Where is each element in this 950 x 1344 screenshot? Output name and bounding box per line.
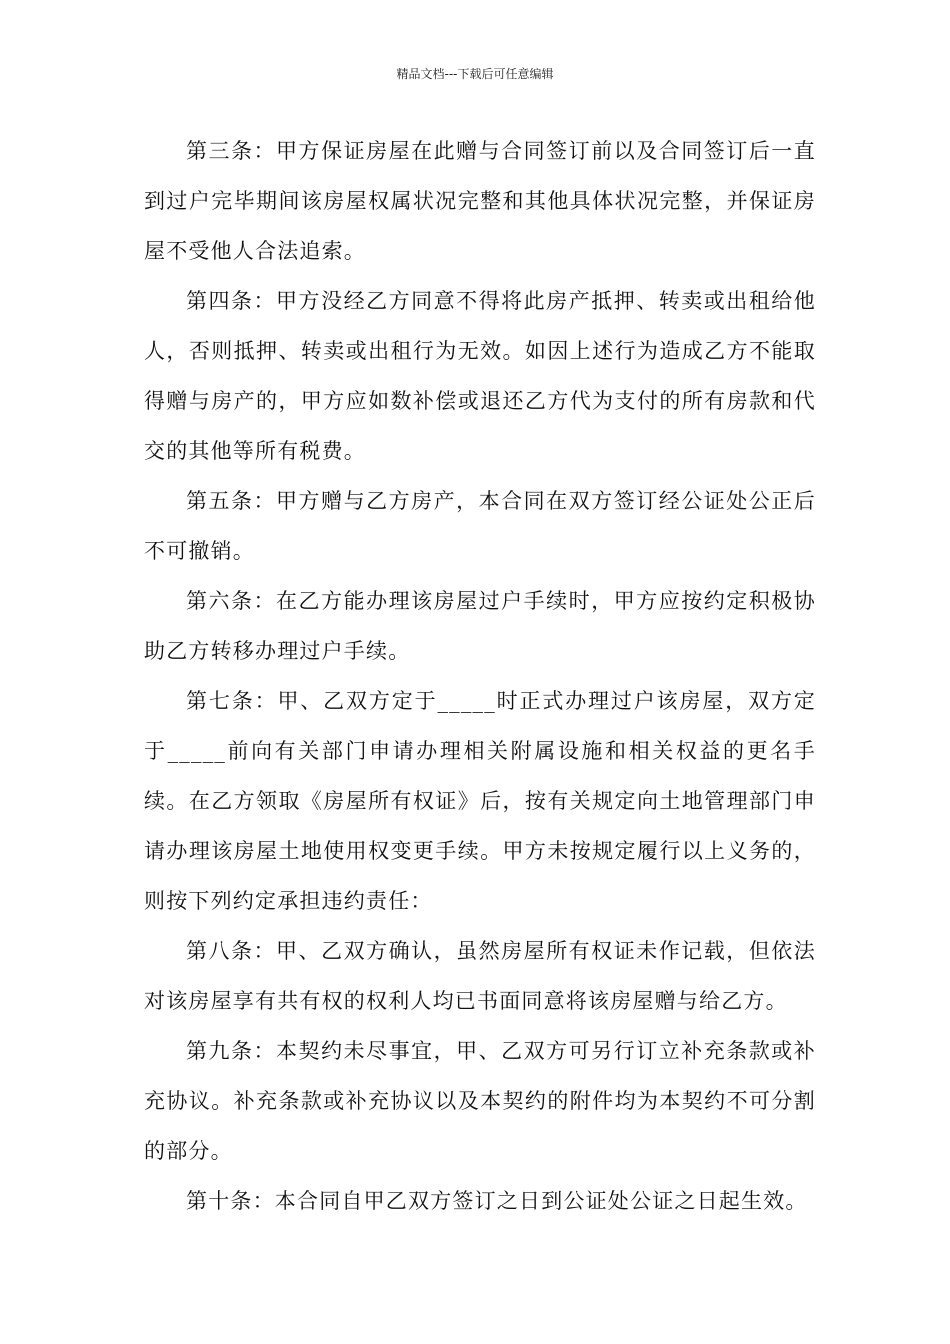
document-body (144, 126, 816, 1226)
clause-7: 第七条：甲、乙双方定于_____时正式办理过户该房屋，双方定于_____前向有关部门申请办理相关附属设施和相关权益的更名手续。在乙方领取《房屋所有权证》后，按有关规定向土地管理部门申请办理该房屋土地使用权变更手续。甲方未按规定履行以上义务的，则按下列约定承担违约责任： (144, 689, 816, 913)
clause-6: 第六条：在乙方能办理该房屋过户手续时，甲方应按约定积极协助乙方转移办理过户手续。 (144, 589, 816, 663)
clause-10: 第十条：本合同自甲乙双方签订之日到公证处公证之日起生效。 (186, 1189, 808, 1213)
clause-9: 第九条：本契约未尽事宜，甲、乙双方可另行订立补充条款或补充协议。补充条款或补充协议以及本契约的附件均为本契约不可分割的部分。 (144, 1039, 816, 1163)
clause-4: 第四条：甲方没经乙方同意不得将此房产抵押、转卖或出租给他人，否则抵押、转卖或出租行为无效。如因上述行为造成乙方不能取得赠与房产的，甲方应如数补偿或退还乙方代为支付的所有房款和代交的其他等所有税费。 (144, 289, 816, 463)
clause-8: 第八条：甲、乙双方确认，虽然房屋所有权证未作记载，但依法对该房屋享有共有权的权利人均已书面同意将该房屋赠与给乙方。 (144, 939, 816, 1013)
clause-3: 第三条：甲方保证房屋在此赠与合同签订前以及合同签订后一直到过户完毕期间该房屋权属状况完整和其他具体状况完整，并保证房屋不受他人合法追索。 (144, 139, 816, 263)
clause-5: 第五条：甲方赠与乙方房产，本合同在双方签订经公证处公正后不可撤销。 (144, 489, 816, 563)
page-header: 精品文档---下载后可任意编辑 (396, 67, 554, 81)
